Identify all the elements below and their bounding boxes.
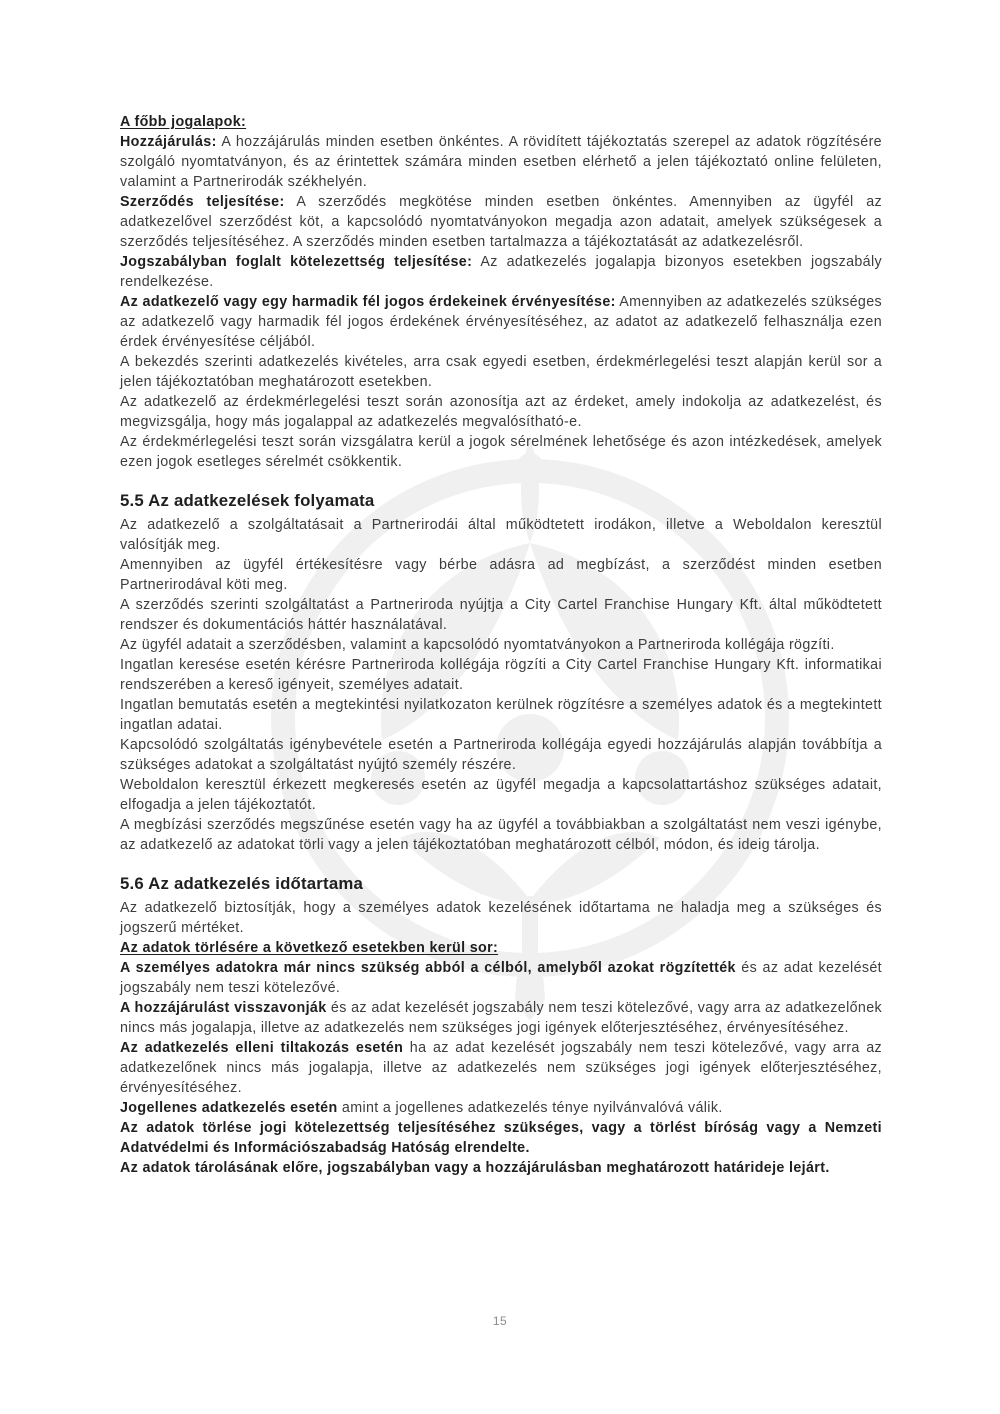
paragraph: [120, 292, 882, 352]
section-heading: 5.5 Az adatkezelések folyamata: [120, 491, 375, 510]
paragraph: [120, 1038, 882, 1098]
text-segment: Szerződés teljesítése:: [120, 194, 285, 210]
text-segment: Amennyiben az ügyfél értékesítésre vagy bérbe adásra ad megbízást, a szerződést minden esetben Partnerirodával köti meg.: [120, 557, 882, 593]
text-segment: Az adatok tárolásának előre, jogszabályban vagy a hozzájárulásban meghatározott határideje lejárt.: [120, 1160, 830, 1176]
text-segment: Az adatkezelés jogalapja bizonyos esetekben jogszabály rendelkezése.: [120, 254, 882, 290]
text-segment: A hozzájárulást visszavonják: [120, 1000, 327, 1016]
text-segment: Az adatkezelő vagy egy harmadik fél jogos érdekeinek érvényesítése:: [120, 294, 616, 310]
paragraph: [120, 432, 882, 472]
paragraph: [120, 595, 882, 635]
paragraph: [120, 695, 882, 735]
text-segment: A hozzájárulás minden esetben önkéntes. A rövidített tájékoztatás szerepel az adatok rögzítésére szolgáló nyomtatványon, és az érintettek számára minden esetben elérhető a jelen tájékoztató online felületen, valamint a Partnerirodák székhelyén.: [120, 134, 882, 190]
text-segment: Ingatlan bemutatás esetén a megtekintési nyilatkozaton kerülnek rögzítésre a személyes adatok és a megtekintett ingatlan adatai.: [120, 697, 882, 733]
paragraph: [120, 998, 882, 1038]
paragraph: [120, 555, 882, 595]
text-segment: Az adatkezelő a szolgáltatásait a Partnerirodái által működtetett irodákon, illetve a Weboldalon keresztül valósítják meg.: [120, 517, 882, 553]
paragraph: [120, 735, 882, 775]
document-content: [120, 112, 882, 1178]
text-segment: Jogellenes adatkezelés esetén: [120, 1100, 338, 1116]
text-segment: Kapcsolódó szolgáltatás igénybevétele esetén a Partneriroda kollégája egyedi hozzájárulás alapján továbbítja a szükséges adatokat a szolgáltatást nyújtó személy részére.: [120, 737, 882, 773]
text-segment: Az adatkezelő az érdekmérlegelési teszt során azonosítja azt az érdeket, amely indokolja az adatkezelést, és megvizsgálja, hogy más jogalappal az adatkezelés megvalósítható-e.: [120, 394, 882, 430]
paragraph: [120, 1158, 882, 1178]
paragraph: [120, 252, 882, 292]
paragraph: [120, 192, 882, 252]
text-segment: Jogszabályban foglalt kötelezettség teljesítése:: [120, 254, 473, 270]
text-segment: A megbízási szerződés megszűnése esetén vagy ha az ügyfél a továbbiakban a szolgáltatást nem veszi igénybe, az adatkezelő az adatokat törli vagy a jelen tájékoztatóban meghatározott célból, módon, és ideig tárolja.: [120, 817, 882, 853]
text-segment: Hozzájárulás:: [120, 134, 217, 150]
text-segment: Amennyiben az adatkezelés szükséges az adatkezelő vagy harmadik fél jogos érdekének érvényesítéséhez, az adatot az adatkezelő felhasználja ezen érdek érvényesítése céljából.: [120, 294, 882, 350]
text-segment: és az adat kezelését jogszabály nem teszi kötelezővé, vagy arra az adatkezelőnek nincs más jogalapja, illetve az adatkezelés nem szükséges jogi igények előterjesztéséhez, érvényesítéséhez.: [120, 1000, 883, 1036]
paragraph: [120, 392, 882, 432]
paragraph: [120, 815, 882, 855]
paragraph: [120, 655, 882, 695]
text-segment: Az adatok törlése jogi kötelezettség teljesítéséhez szükséges, vagy a törlést bíróság vagy a Nemzeti Adatvédelmi és Információszabadság Hatóság elrendelte.: [120, 1120, 882, 1156]
paragraph: [120, 132, 882, 192]
text-segment: ha az adat kezelését jogszabály nem teszi kötelezővé, vagy arra az adatkezelőnek nincs más jogalapja, illetve az adatkezelés nem szükséges jogi igények előterjesztéséhez, érvényesítéséhez.: [120, 1040, 882, 1096]
text-segment: A bekezdés szerinti adatkezelés kivételes, arra csak egyedi esetben, érdekmérlegelési teszt alapján kerül sor a jelen tájékoztatóban meghatározott esetekben.: [120, 354, 882, 390]
text-segment: A szerződés szerinti szolgáltatást a Partneriroda nyújtja a City Cartel Franchise Hungary Kft. által működtetett rendszer és dokumentációs háttér használatával.: [120, 597, 882, 633]
paragraph: [120, 352, 882, 392]
text-segment: amint a jogellenes adatkezelés ténye nyilvánvalóvá válik.: [337, 1100, 723, 1116]
paragraph: [120, 635, 882, 655]
text-segment: Weboldalon keresztül érkezett megkeresés esetén az ügyfél megadja a kapcsolattartáshoz szükséges adatait, elfogadja a jelen tájékoztatót.: [120, 777, 882, 813]
text-segment: Az érdekmérlegelési teszt során vizsgálatra kerül a jogok sérelmének lehetősége és azon intézkedések, amelyek ezen jogok esetleges sérelmét csökkentik.: [120, 434, 882, 470]
page-number: 15: [492, 1314, 508, 1328]
text-segment: A szerződés megkötése minden esetben önkéntes. Amennyiben az ügyfél az adatkezelővel szerződést köt, a kapcsolódó nyomtatványokon megadja azon adatait, amelyek szükségesek a szerződés teljesítéséhez. A szerződés minden esetben tartalmazza a tájékoztatását az adatkezelésről.: [120, 194, 882, 250]
text-segment: A személyes adatokra már nincs szükség abból a célból, amelyből azokat rögzítették: [120, 960, 736, 976]
text-segment: Az adatok törlésére a következő esetekben kerül sor:: [120, 940, 499, 956]
text-segment: Az ügyfél adatait a szerződésben, valamint a kapcsolódó nyomtatványokon a Partneriroda kollégája rögzíti.: [120, 637, 835, 653]
paragraph: [120, 775, 882, 815]
paragraph: [120, 1098, 882, 1118]
text-segment: A főbb jogalapok:: [120, 114, 247, 130]
paragraph: [120, 515, 882, 555]
section-heading: 5.6 Az adatkezelés időtartama: [120, 874, 364, 893]
text-segment: és az adat kezelését jogszabály nem teszi kötelezővé.: [120, 960, 882, 996]
text-segment: Az adatkezelés elleni tiltakozás esetén: [120, 1040, 404, 1056]
paragraph: [120, 958, 882, 998]
paragraph: [120, 898, 882, 938]
text-segment: Ingatlan keresése esetén kérésre Partneriroda kollégája rögzíti a City Cartel Franchise Hungary Kft. informatikai rendszerében a kereső igényeit, személyes adatait.: [120, 657, 882, 693]
text-segment: Az adatkezelő biztosítják, hogy a személyes adatok kezelésének időtartama ne haladja meg a szükséges és jogszerű mértéket.: [120, 900, 882, 936]
paragraph: [120, 1118, 882, 1158]
paragraph: [120, 938, 882, 958]
paragraph: [120, 112, 882, 132]
